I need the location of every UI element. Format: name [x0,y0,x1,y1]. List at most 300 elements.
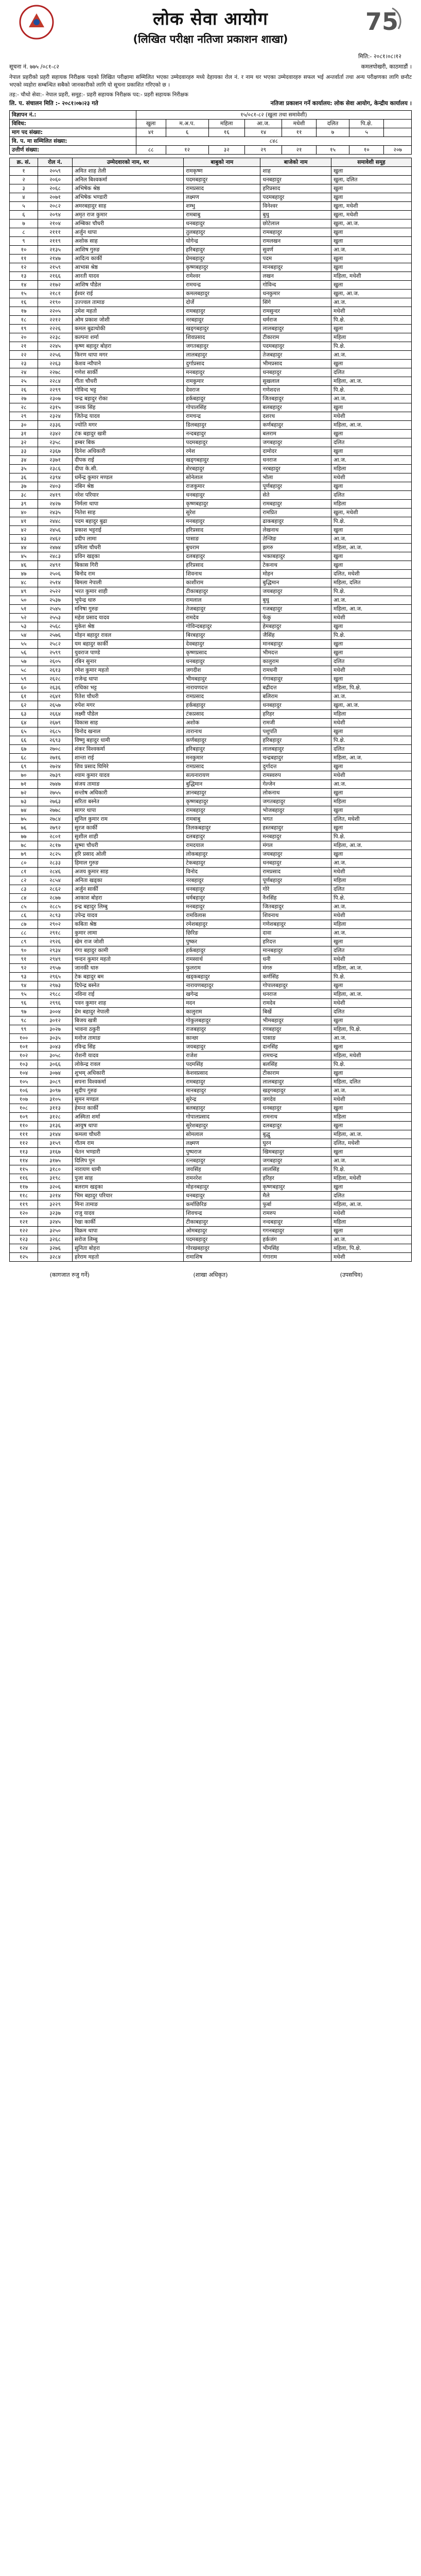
roll-cell: २३७१ [38,456,73,465]
roll-cell: २४८३ [38,552,73,561]
father-cell: सत्यनारायण [184,771,260,780]
grandfather-cell: भगत [260,815,331,824]
table-row [10,526,412,535]
father-cell: डिलबहादुर [184,421,260,430]
roll-cell: २५७६ [38,631,73,640]
attended-label: वि. प. मा सम्मिलित संख्या: [10,137,136,146]
grandfather-cell: कर्णबहादुर [260,421,331,430]
roll-cell: २८१७ [38,841,73,850]
grandfather-cell: पूर्णबहादुर [260,482,331,491]
name-cell: लोकेन्द्र रावल [73,1060,184,1069]
roll-cell: ३०२७ [38,1025,73,1034]
name-cell: लक्ष्मी पौडेल [73,710,184,719]
roll-cell: २५०६ [38,570,73,579]
group-cell: खुला [331,938,411,946]
group-cell: खुला [331,526,411,535]
name-cell: प्रेम बहादुर नेपाली [73,1008,184,1016]
father-cell: मानबहादुर [184,1087,260,1095]
father-cell: रामनरेश [184,1174,260,1183]
serial-cell: ३७ [10,482,38,491]
table-row [10,973,412,981]
grandfather-cell: जगदेव [260,1095,331,1104]
father-cell: कृष्णप्रसाद [184,649,260,657]
father-cell: नन्दबहादुर [184,430,260,438]
father-cell: जगतबहादुर [184,342,260,351]
grandfather-cell: लालबहादुर [260,745,331,754]
name-cell: रविन्द्र सिंह [73,1043,184,1052]
roll-cell: २३९४ [38,473,73,482]
roll-cell: २६८५ [38,727,73,736]
father-cell: सुरेन्द्र [184,1095,260,1104]
grandfather-cell: मानबहादुर [260,946,331,955]
name-cell: प्रदीप लामा [73,535,184,544]
name-cell: प्रविन खड्का [73,552,184,561]
group-cell: खुला, आ.ज. [331,290,411,298]
signature-right: (उपसचिव) [340,1272,363,1278]
roll-cell: ३११३ [38,1104,73,1113]
table-row [10,981,412,990]
grandfather-cell: टीकाराम [260,1069,331,1078]
serial-cell: १२१ [10,1218,38,1227]
group-cell: खुला [331,1122,411,1130]
group-cell: खुला [331,762,411,771]
serial-cell: २६ [10,386,38,395]
serial-cell: ९४ [10,981,38,990]
table-row [10,1227,412,1235]
father-cell: तेजबहादुर [184,605,260,614]
table-row [10,911,412,920]
serial-cell: १२५ [10,1253,38,1262]
table-row [10,1200,412,1209]
serial-cell: १२ [10,263,38,272]
group-cell: महिला, आ.ज. [331,605,411,614]
serial-cell: ८७ [10,920,38,929]
name-cell: भरत कुमार शाही [73,587,184,596]
grandfather-cell: खिमबहादुर [260,1148,331,1157]
group-cell: महिला, पि.क्षे. [331,1025,411,1034]
table-row [10,631,412,640]
serial-cell: २० [10,333,38,342]
father-cell: योगेन्द्र [184,237,260,246]
results-table [9,158,412,1262]
group-cell: महिला, आ.ज. [331,544,411,552]
grandfather-cell: रामप्रसाद [260,868,331,876]
roll-cell: २२६३ [38,360,73,368]
name-cell: अर्जुन सार्की [73,885,184,894]
roll-cell: २५८२ [38,640,73,649]
roll-cell: २७२४ [38,762,73,771]
serial-cell: ३६ [10,473,38,482]
group-cell: मधेशी [331,614,411,622]
roll-cell: २९८८ [38,990,73,999]
serial-cell: ३२ [10,438,38,447]
serial-cell: ६२ [10,701,38,710]
table-row [10,824,412,833]
col-father: बाबुको नाम [184,158,260,167]
grandfather-cell: तेजबहादुर [260,351,331,360]
name-cell: दिनेश अधिकारी [73,447,184,456]
roll-cell: ३१४४ [38,1130,73,1139]
table-row [10,509,412,517]
group-cell: खुला [331,675,411,684]
grandfather-cell: गणेशबहादुर [260,920,331,929]
serial-cell: १२४ [10,1244,38,1253]
serial-cell: ४१ [10,517,38,526]
serial-cell: ७५ [10,815,38,824]
roll-cell: २९४९ [38,955,73,964]
serial-cell: ११ [10,255,38,263]
results-header-row [10,158,412,167]
grandfather-cell: लालसिंह [260,1165,331,1174]
father-cell: धनबहादुर [184,219,260,228]
serial-cell: १०७ [10,1095,38,1104]
name-cell: गौतम राम [73,1139,184,1148]
signature-mid: (शाखा अधिकृत) [193,1272,228,1278]
name-cell: गीता चौधरी [73,377,184,386]
grandfather-cell: दशरथ [260,412,331,421]
father-cell: नारायणबहादुर [184,981,260,990]
roll-cell: २९७३ [38,981,73,990]
group-cell: खुला [331,789,411,798]
table-row [10,920,412,929]
group-cell: खुला [331,1227,411,1235]
name-cell: अभिषेक भण्डारी [73,193,184,202]
roll-cell: २८५४ [38,876,73,885]
group-cell: खुला [331,360,411,368]
passed-label: उत्तीर्ण संख्या: [10,146,136,155]
group-cell: आ.ज. [331,929,411,938]
roll-cell: २११९ [38,237,73,246]
grandfather-cell: धनबहादुर [260,176,331,184]
father-cell: रामकृष्ण [184,167,260,176]
category-label: विविध: [10,120,136,128]
group-cell: खुला [331,167,411,176]
grandfather-cell: गंगाराम [260,1253,331,1262]
name-cell: सरिता बस्नेत [73,798,184,806]
passed-cell: २१ [282,146,317,155]
grandfather-cell: भोला [260,473,331,482]
roll-cell: २७१६ [38,754,73,762]
table-row [10,1183,412,1192]
group-cell: महिला [331,710,411,719]
table-row [10,290,412,298]
name-cell: सुनिता बोहरा [73,1244,184,1253]
father-cell: अशोक [184,719,260,727]
table-row [10,228,412,237]
name-cell: भुपेन्द्र थारु [73,596,184,605]
name-cell: दीपक राई [73,456,184,465]
father-cell: सोमलाल [184,1130,260,1139]
table-row [10,395,412,403]
father-cell: कर्णबहादुर [184,736,260,745]
father-cell: शम्भु [184,202,260,211]
grandfather-cell: सिंगे [260,298,331,307]
roll-cell: ३२८४ [38,1253,73,1262]
table-row [10,167,412,176]
father-cell: गोपालप्रसाद [184,1113,260,1122]
grandfather-cell: पदम [260,255,331,263]
table-row [10,745,412,754]
signature-row [9,1271,412,1279]
roll-cell: २०९४ [38,211,73,219]
table-row [10,360,412,368]
father-cell: टंकप्रसाद [184,710,260,719]
roll-cell: ३०८९ [38,1078,73,1087]
roll-cell: २२८४ [38,377,73,386]
group-cell: खुला [331,727,411,736]
serial-cell: ४३ [10,535,38,544]
table-row [10,938,412,946]
father-cell: गोकुलबहादुर [184,1016,260,1025]
name-cell: नविना राई [73,990,184,999]
table-row [10,666,412,675]
father-cell: बिरबहादुर [184,631,260,640]
father-cell: प्रेमबहादुर [184,255,260,263]
table-row [10,771,412,780]
group-cell: पि.क्षे. [331,894,411,903]
roll-cell: २०७१ [38,193,73,202]
grandfather-cell: जयबहादुर [260,850,331,859]
name-cell: आदित्य कार्की [73,255,184,263]
grandfather-cell: पशुपति [260,727,331,736]
passed-cell: ८८ [136,146,166,155]
table-row [10,1095,412,1104]
name-cell: राजु यादव [73,1209,184,1218]
grandfather-cell: भीमसिंह [260,1244,331,1253]
table-row [10,430,412,438]
roll-cell: २२५६ [38,351,73,360]
roll-cell: २४४८ [38,517,73,526]
empty-cell [384,128,412,137]
father-cell: लक्ष्मण [184,193,260,202]
group-cell: दलित [331,1192,411,1200]
serial-cell: १२२ [10,1227,38,1235]
category-cell: मधेशी [282,120,317,128]
required-cell: ११ [282,128,317,137]
roll-cell: २१११ [38,228,73,237]
table-row [10,833,412,841]
table-row [10,657,412,666]
group-cell: खुला [331,1148,411,1157]
name-cell: श्याम कुमार यादव [73,771,184,780]
grandfather-cell: बुद्धु [260,1130,331,1139]
father-cell: ओमबहादुर [184,1227,260,1235]
serial-cell: ८ [10,228,38,237]
father-cell: मनबहादुर [184,368,260,377]
father-cell: धनबहादुर [184,1192,260,1200]
name-cell: अभिषेक श्रेष्ठ [73,184,184,193]
father-cell: नारायणदत्त [184,684,260,692]
roll-cell: २६७९ [38,719,73,727]
father-cell: रमेशबहादुर [184,920,260,929]
category-cell: पि.क्षे. [349,120,384,128]
name-cell: अजय कुमार साह [73,868,184,876]
required-label: माग पद संख्या: [10,128,136,137]
father-cell: खगेन्द्र [184,990,260,999]
name-cell: अमरबहादुर साह [73,202,184,211]
name-cell: ईश्वर राई [73,290,184,298]
name-cell: गंगा बहादुर कामी [73,946,184,955]
serial-cell: ४८ [10,579,38,587]
grandfather-cell: रामसुन्दर [260,307,331,316]
group-cell: महिला, मधेशी [331,1052,411,1060]
notice-number: सूचना नं. ७७५ /०८१-८२ [9,63,59,70]
grandfather-cell: घुरन [260,1139,331,1148]
grandfather-cell: खड्गबहादुर [260,1087,331,1095]
roll-cell: २३५८ [38,438,73,447]
table-row [10,1069,412,1078]
group-cell: खुला [331,281,411,290]
roll-cell: २८४६ [38,868,73,876]
table-row [10,1235,412,1244]
roll-cell: २३१५ [38,403,73,412]
roll-cell: २१६६ [38,272,73,281]
name-cell: कमल बुढाथोकी [73,325,184,333]
table-row [10,1130,412,1139]
father-cell: राजबहादुर [184,1025,260,1034]
exam-line [9,99,412,107]
serial-cell: ७२ [10,789,38,798]
roll-cell: २४३५ [38,509,73,517]
roll-cell: २१७२ [38,281,73,290]
table-row [10,885,412,894]
father-cell: कृष्णबहादुर [184,500,260,509]
results-body [10,167,412,1262]
roll-cell: २९०२ [38,920,73,929]
serial-cell: ७६ [10,824,38,833]
grandfather-cell: सेते [260,491,331,500]
grandfather-cell: दामोदर [260,447,331,456]
serial-cell: २ [10,176,38,184]
group-cell: आ.ज. [331,298,411,307]
father-cell: शिवनाथ [184,570,260,579]
name-cell: उपेन्द्र यादव [73,911,184,920]
name-cell: डम्बर बिक [73,438,184,447]
serial-cell: ५५ [10,640,38,649]
name-cell: भिम बहादुर परियार [73,1192,184,1200]
table-row [10,640,412,649]
serial-cell: ५४ [10,631,38,640]
serial-cell: ४२ [10,526,38,535]
father-cell: हरिप्रसाद [184,561,260,570]
father-cell: राजेश [184,1052,260,1060]
serial-cell: २४ [10,368,38,377]
serial-cell: ५८ [10,666,38,675]
serial-cell: ७ [10,219,38,228]
father-cell: धनबहादुर [184,657,260,666]
father-cell: नरबहादुर [184,876,260,885]
name-cell: मिना तामाङ [73,1200,184,1209]
roll-cell: २१०४ [38,219,73,228]
group-cell: महिला, आ.ज. [331,990,411,999]
group-cell: महिला, दलित [331,579,411,587]
roll-cell: २९९६ [38,999,73,1008]
name-cell: रेखा कार्की [73,1218,184,1227]
serial-cell: १११ [10,1130,38,1139]
table-row [10,1165,412,1174]
grandfather-cell: झगरु [260,544,331,552]
emblem-icon [19,4,55,40]
name-cell: मुकेश श्रेष्ठ [73,622,184,631]
group-cell: खुला, मधेशी [331,211,411,219]
serial-cell: ८४ [10,894,38,903]
father-cell: काशीराम [184,579,260,587]
roll-cell: २९१८ [38,929,73,938]
name-cell: रबिन सुनार [73,657,184,666]
roll-cell: २५१४ [38,579,73,587]
name-cell: भावना ठकुरी [73,1025,184,1034]
group-cell: पि.क्षे. [331,1060,411,1069]
grandfather-cell: गेल्जेन [260,780,331,789]
group-cell: महिला [331,465,411,473]
group-cell: खुला [331,1183,411,1192]
name-cell: सुष्मा चौधरी [73,841,184,850]
name-cell: युवराज पाण्डे [73,649,184,657]
grandfather-cell: रामचन्द्र [260,1052,331,1060]
serial-cell: ८२ [10,876,38,885]
group-cell: मधेशी [331,911,411,920]
father-cell: रामबाबु [184,211,260,219]
father-cell: दलबहादुर [184,552,260,561]
serial-cell: ५० [10,596,38,605]
serial-cell: १० [10,246,38,255]
father-cell: रामकुमार [184,377,260,386]
name-cell: विक्रम थापा [73,1227,184,1235]
grandfather-cell: गगनबहादुर [260,1227,331,1235]
grandfather-cell: नरबहादुर [260,465,331,473]
grandfather-cell: कर्णसिंह [260,973,331,981]
roll-cell: २८०१ [38,833,73,841]
serial-cell: ६४ [10,719,38,727]
serial-cell: ५३ [10,622,38,631]
table-row [10,894,412,903]
svg-text:75: 75 [365,8,399,36]
grandfather-cell: गंगाबहादुर [260,675,331,684]
table-row [10,719,412,727]
group-cell: महिला [331,876,411,885]
serial-cell: १०१ [10,1043,38,1052]
father-cell: हरिबहादुर [184,745,260,754]
group-cell: खुला [331,824,411,833]
roll-cell: २१५९ [38,263,73,272]
group-cell: मधेशी [331,868,411,876]
roll-cell: २८२५ [38,850,73,859]
grandfather-cell: लालबहादुर [260,325,331,333]
name-cell: शंकर विश्वकर्मा [73,745,184,754]
group-cell: आ.ज. [331,1235,411,1244]
name-cell: चन्द्र बहादुर रोका [73,395,184,403]
father-cell: टीकाबहादुर [184,1218,260,1227]
serial-cell: ३९ [10,500,38,509]
roll-cell: २९२६ [38,938,73,946]
group-cell: खुला [331,640,411,649]
group-cell: खुला, आ.ज. [331,219,411,228]
father-cell: तारानाथ [184,727,260,736]
table-row [10,579,412,587]
serial-cell: ११८ [10,1192,38,1200]
group-cell: मधेशी [331,666,411,675]
name-cell: सुनिल कुमार राम [73,815,184,824]
table-row [10,1104,412,1113]
father-cell: दलबहादुर [184,833,260,841]
group-cell: मधेशी [331,1253,411,1262]
grandfather-cell: धनबहादुर [260,701,331,710]
father-cell: गोविन्दबहादुर [184,622,260,631]
group-cell: महिला [331,333,411,342]
grandfather-cell: जगतबहादुर [260,798,331,806]
roll-cell: २७८४ [38,815,73,824]
grandfather-cell: पदमबहादुर [260,193,331,202]
